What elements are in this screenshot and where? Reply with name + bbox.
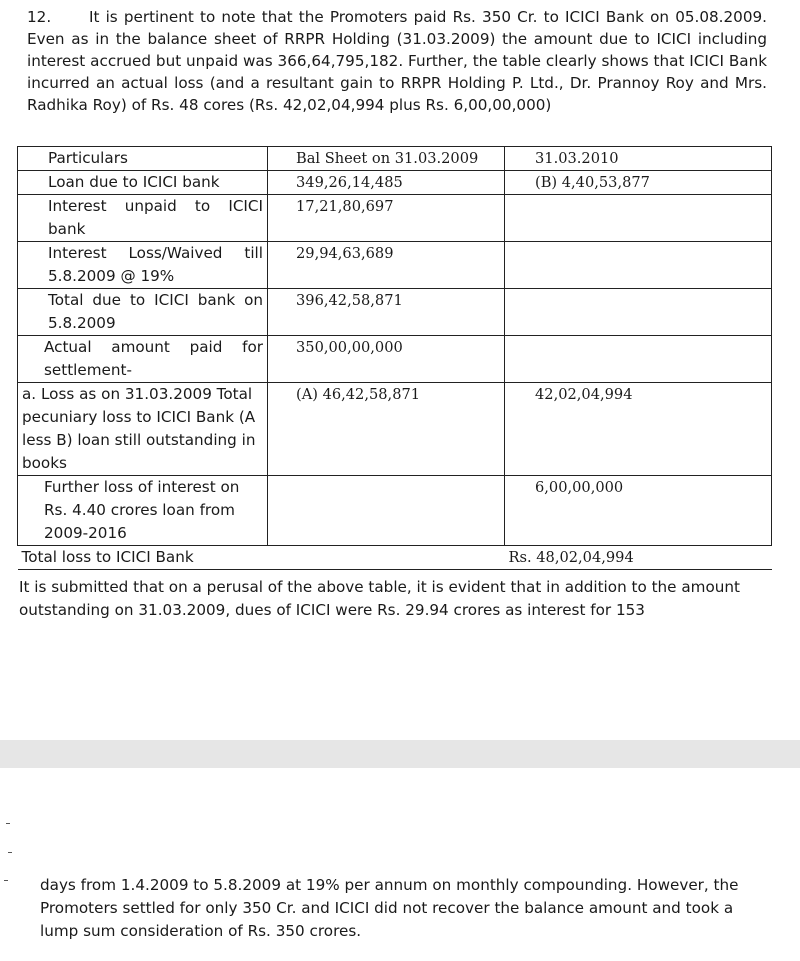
table-row — [18, 171, 772, 195]
paragraph-12-text: It is pertinent to note that the Promoters paid Rs. 350 Cr. to ICICI Bank on 05.08.2009. Even as in the balance sheet of RRPR Holding (31.03.2009) the amount due to ICICI including interest accrued but unpaid was 366,64,795,182. Further, the table clearly shows that ICICI Bank incurred an actual loss (and a resultant gain to RRPR Holding P. Ltd., Dr. Prannoy Roy and Mrs. Radhika Roy) of Rs. 48 cores (Rs. 42,02,04,994 plus Rs. 6,00,00,000) — [27, 8, 767, 114]
row-bal: 29,94,63,689 — [268, 242, 505, 289]
total-label: Total loss to ICICI Bank — [18, 546, 268, 570]
table-row — [18, 242, 772, 289]
row-particular: Total due to ICICI bank on 5.8.2009 — [18, 289, 268, 336]
paragraph-number: 12. — [27, 8, 52, 26]
table-row — [18, 476, 772, 546]
margin-mark — [4, 880, 8, 881]
row-particular: Further loss of interest on Rs. 4.40 crores loan from 2009-2016 — [18, 476, 268, 546]
paragraph-continuation: days from 1.4.2009 to 5.8.2009 at 19% per annum on monthly compounding. However, the Promoters settled for only 350 Cr. and ICICI did not recover the balance amount and took a lump sum consideration of Rs. 350 crores. — [40, 876, 739, 940]
table-row — [18, 289, 772, 336]
loss-table — [17, 146, 772, 570]
row-bal: 396,42,58,871 — [268, 289, 505, 336]
row-2010 — [505, 289, 772, 336]
row-2010: 42,02,04,994 — [505, 383, 772, 476]
row-bal: 350,00,00,000 — [268, 336, 505, 383]
row-2010 — [505, 195, 772, 242]
header-particulars: Particulars — [18, 147, 268, 171]
row-bal — [268, 476, 505, 546]
margin-mark — [8, 852, 12, 853]
row-bal: 349,26,14,485 — [268, 171, 505, 195]
row-bal: (A) 46,42,58,871 — [268, 383, 505, 476]
row-particular: Loan due to ICICI bank — [18, 171, 268, 195]
table-header-row — [18, 147, 772, 171]
table-row — [18, 383, 772, 476]
margin-mark — [6, 823, 10, 824]
paragraph-12 — [27, 6, 767, 116]
total-empty-cell — [268, 546, 505, 570]
row-2010 — [505, 242, 772, 289]
row-particular: a. Loss as on 31.03.2009 Total pecuniary loss to ICICI Bank (A less B) loan still outstanding in books — [18, 383, 268, 476]
table-row — [18, 336, 772, 383]
total-row — [18, 546, 772, 570]
row-bal: 17,21,80,697 — [268, 195, 505, 242]
row-particular: Interest Loss/Waived till 5.8.2009 @ 19% — [18, 242, 268, 289]
row-particular: Interest unpaid to ICICI bank — [18, 195, 268, 242]
page-separator — [0, 740, 800, 768]
document-page-2 — [0, 768, 800, 961]
table-row — [18, 195, 772, 242]
row-particular: Actual amount paid for settlement- — [18, 336, 268, 383]
row-2010: (B) 4,40,53,877 — [505, 171, 772, 195]
row-2010 — [505, 336, 772, 383]
header-2010: 31.03.2010 — [505, 147, 772, 171]
paragraph-submission: It is submitted that on a perusal of the above table, it is evident that in addition to the amount outstanding on 31.03.2009, dues of ICICI were Rs. 29.94 crores as interest for 153 — [19, 578, 740, 619]
row-2010: 6,00,00,000 — [505, 476, 772, 546]
header-bal-sheet: Bal Sheet on 31.03.2009 — [268, 147, 505, 171]
total-value: Rs. 48,02,04,994 — [505, 546, 772, 570]
